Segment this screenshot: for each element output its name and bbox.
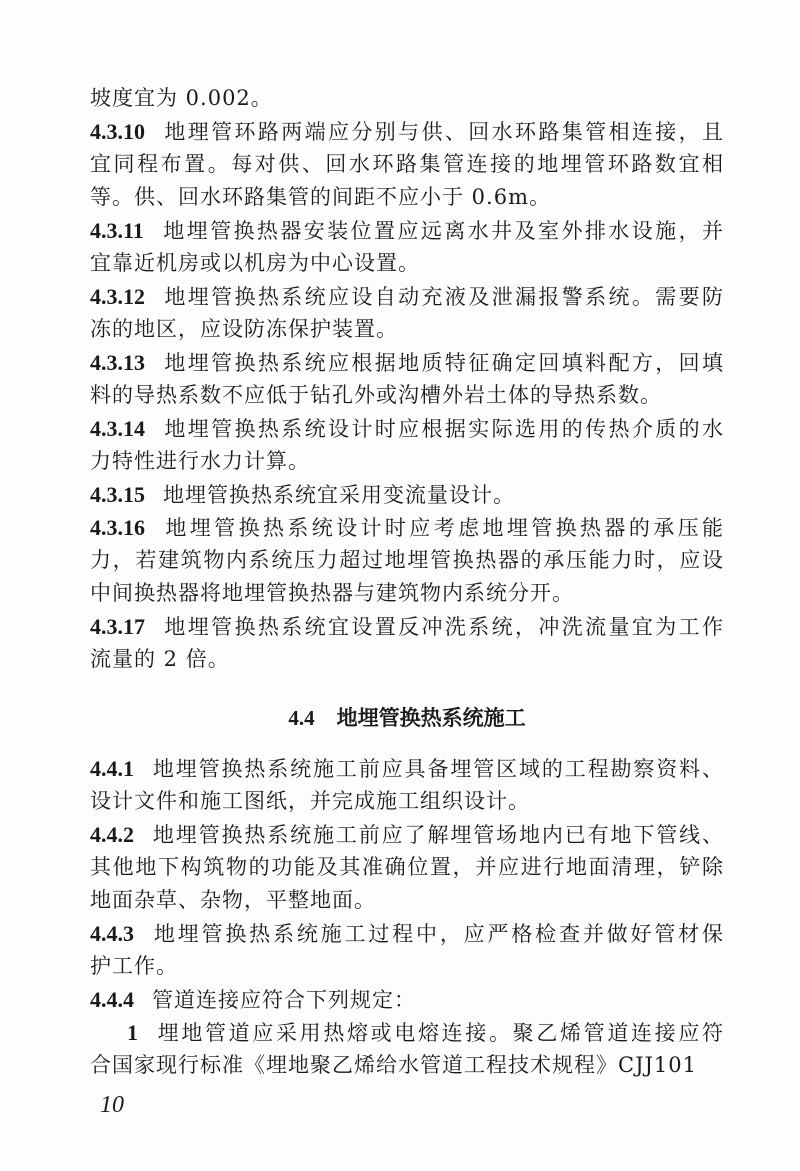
text-line bbox=[90, 247, 724, 280]
text-line bbox=[90, 818, 724, 851]
clause-text: 地埋管换热系统宜采用变流量设计。 bbox=[163, 483, 515, 507]
clause-4-4-3 bbox=[90, 917, 724, 983]
clause-text: 埋地管道应采用热熔或电熔连接。聚乙烯管道连接应符 bbox=[156, 1021, 724, 1045]
clause-text: 地理管环路两端应分别与供、回水环路集管相连接，且 bbox=[163, 120, 724, 144]
clause-4-3-10 bbox=[90, 115, 724, 214]
clause-number: 4.3.15 bbox=[90, 482, 145, 507]
text-line bbox=[90, 445, 724, 478]
clause-4-4-4 bbox=[90, 983, 724, 1016]
text-line bbox=[90, 851, 724, 884]
text-line bbox=[90, 643, 724, 676]
clause-4-3-15 bbox=[90, 478, 724, 511]
text-line bbox=[90, 983, 724, 1016]
text-line bbox=[90, 82, 724, 115]
clause-text: 力特性进行水力计算。 bbox=[90, 449, 310, 473]
clause-number: 4.3.16 bbox=[90, 515, 145, 540]
clause-4-4-2 bbox=[90, 818, 724, 917]
clause-4-3-17 bbox=[90, 610, 724, 676]
clause-4-3-12 bbox=[90, 280, 724, 346]
text-line bbox=[90, 115, 724, 148]
clause-text: 其他地下构筑物的功能及其准确位置，并应进行地面清理，铲除 bbox=[90, 855, 724, 879]
clause-number: 4.4.2 bbox=[90, 822, 134, 847]
page-number: 10 bbox=[100, 1092, 124, 1118]
text-line bbox=[90, 280, 724, 313]
clause-text: 地埋管换热系统施工过程中，应严格检查并做好管材保 bbox=[152, 922, 724, 946]
clause-text: 地面杂草、杂物，平整地面。 bbox=[90, 888, 376, 912]
clause-number: 1 bbox=[127, 1020, 138, 1045]
clause-number: 4.3.10 bbox=[90, 119, 145, 144]
section-heading bbox=[90, 701, 724, 734]
clause-4-3-14 bbox=[90, 412, 724, 478]
clause-number: 4.3.11 bbox=[90, 218, 144, 243]
clause-number: 4.4.1 bbox=[90, 756, 134, 781]
clause-text: 地埋管换热系统应根据地质特征确定回填料配方，回填 bbox=[163, 351, 724, 375]
clause-number: 4.3.17 bbox=[90, 614, 145, 639]
clause-text: 宜同程布置。每对供、回水环路集管连接的地埋管环路数宜相 bbox=[90, 152, 724, 176]
clause-number: 4.3.13 bbox=[90, 350, 145, 375]
clause-text: 地埋管换热器安装位置应远离水井及室外排水设施，并 bbox=[161, 219, 724, 243]
clause-4-3-13 bbox=[90, 346, 724, 412]
clause-4-4-1 bbox=[90, 752, 724, 818]
text-line bbox=[90, 752, 724, 785]
clause-number: 4.4.4 bbox=[90, 987, 134, 1012]
text-line bbox=[90, 313, 724, 346]
text-line bbox=[90, 610, 724, 643]
text-line bbox=[90, 412, 724, 445]
clause-number: 4.3.12 bbox=[90, 284, 145, 309]
clause-text: 管道连接应符合下列规定： bbox=[152, 988, 416, 1012]
text-line bbox=[90, 544, 724, 577]
clause-number: 4.4.3 bbox=[90, 921, 134, 946]
text-line bbox=[90, 511, 724, 544]
clause-text: 合国家现行标准《埋地聚乙烯给水管道工程技术规程》CJJ101 bbox=[90, 1053, 697, 1077]
clause-text: 护工作。 bbox=[90, 954, 178, 978]
clause-4-3-11 bbox=[90, 214, 724, 280]
text-line bbox=[90, 379, 724, 412]
clause-text: 坡度宜为 0.002。 bbox=[90, 86, 273, 110]
document-page bbox=[90, 82, 724, 1082]
clause-continuation bbox=[90, 82, 724, 115]
clause-text: 宜靠近机房或以机房为中心设置。 bbox=[90, 251, 420, 275]
clause-text: 地埋管换热系统施工前应具备埋管区域的工程勘察资料、 bbox=[152, 757, 724, 781]
clause-1 bbox=[90, 1016, 724, 1082]
section-number: 4.4 bbox=[288, 706, 315, 730]
clause-text: 冻的地区，应设防冻保护装置。 bbox=[90, 317, 398, 341]
clause-text: 地埋管换热系统设计时应根据实际选用的传热介质的水 bbox=[163, 417, 724, 441]
text-line bbox=[90, 1049, 724, 1082]
section-title: 地埋管换热系统施工 bbox=[336, 705, 526, 730]
clause-number: 4.3.14 bbox=[90, 416, 145, 441]
text-line bbox=[90, 1016, 724, 1049]
section-4-3-clauses bbox=[90, 82, 724, 676]
clause-text: 中间换热器将地埋管换热器与建筑物内系统分开。 bbox=[90, 581, 574, 605]
text-line bbox=[90, 214, 724, 247]
clause-text: 地埋管换热系统设计时应考虑地埋管换热器的承压能 bbox=[163, 516, 724, 540]
text-line bbox=[90, 346, 724, 379]
text-line bbox=[90, 950, 724, 983]
text-line bbox=[90, 884, 724, 917]
text-line bbox=[90, 478, 724, 511]
text-line bbox=[90, 181, 724, 214]
clause-text: 设计文件和施工图纸，并完成施工组织设计。 bbox=[90, 789, 530, 813]
text-line bbox=[90, 148, 724, 181]
clause-text: 地埋管换热系统施工前应了解埋管场地内已有地下管线、 bbox=[152, 823, 724, 847]
text-line bbox=[90, 917, 724, 950]
clause-text: 流量的 2 倍。 bbox=[90, 647, 230, 671]
section-4-4-clauses bbox=[90, 752, 724, 1082]
clause-text: 地埋管换热系统应设自动充液及泄漏报警系统。需要防 bbox=[163, 285, 724, 309]
clause-text: 力，若建筑物内系统压力超过地埋管换热器的承压能力时，应设 bbox=[90, 548, 724, 572]
text-line bbox=[90, 577, 724, 610]
clause-text: 等。供、回水环路集管的间距不应小于 0.6m。 bbox=[90, 185, 551, 209]
text-line bbox=[90, 785, 724, 818]
clause-4-3-16 bbox=[90, 511, 724, 610]
clause-text: 料的导热系数不应低于钻孔外或沟槽外岩土体的导热系数。 bbox=[90, 383, 662, 407]
clause-text: 地埋管换热系统宜设置反冲洗系统，冲洗流量宜为工作 bbox=[163, 615, 724, 639]
